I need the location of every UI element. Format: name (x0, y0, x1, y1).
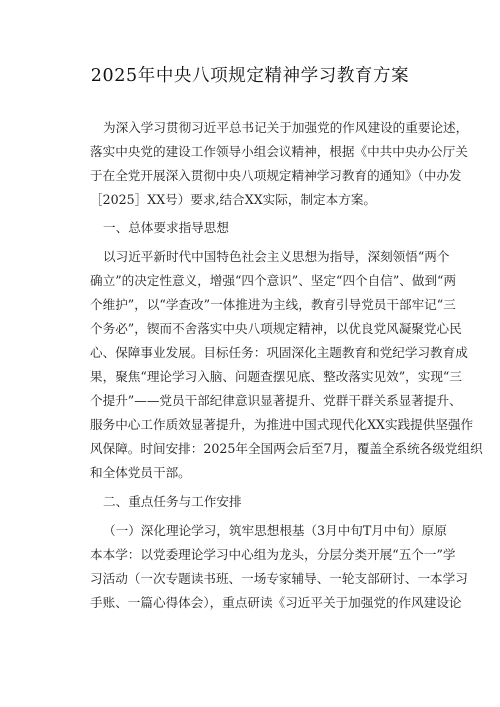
body-line: 确立”的决定性意义，增强“四个意识”、坚定“四个自信”、做到“两 (90, 273, 457, 288)
body-line: 风保障。时间安排：2025年全国两会后至7月，覆盖全系统各级党组织 (90, 441, 483, 456)
subsection-heading: （一）深化理论学习，筑牢思想根基（3月中旬T月中旬）原原 (103, 523, 447, 538)
body-line: 心、保障事业发展。目标任务：巩固深化主题教育和党纪学习教育成 (90, 345, 468, 360)
body-line: 个维护”，以“学查改”一体推进为主线，教育引导党员干部牢记“三 (90, 297, 456, 312)
body-line: 手账、一篇心得体会），重点研读《习近平关于加强党的作风建设论 (90, 595, 462, 610)
body-line: ［2025］XX号）要求,结合XX实际，制定本方案。 (90, 192, 377, 207)
body-line: 为深入学习贯彻习近平总书记关于加强党的作风建设的重要论述， (103, 120, 469, 135)
body-line: 于在全党开展深入贯彻中央八项规定精神学习教育的通知》（中办发 (90, 168, 462, 183)
body-line: 果，聚焦“理论学习入脑、问题查摆见底、整改落实见效”，实现“三 (90, 369, 462, 384)
body-line: 以习近平新时代中国特色社会主义思想为指导，深刻领悟“两个 (103, 249, 450, 264)
body-line: 本本学：以党委理论学习中心组为龙头，分层分类开展“五个一”学 (90, 547, 456, 562)
body-line: 服务中心工作质效显著提升，为推进中国式现代化XX实践提供坚强作 (90, 417, 474, 432)
body-line: 个务必”，锲而不舍落实中央八项规定精神，以优良党风凝聚党心民 (90, 321, 462, 336)
body-line: 习活动（一次专题读书班、一场专家辅导、一轮支部研讨、一本学习 (90, 571, 468, 586)
body-line: 落实中央党的建设工作领导小组会议精神，根据《中共中央办公厅关 (90, 144, 468, 159)
section-heading: 二、重点任务与工作安排 (103, 494, 242, 509)
body-line: 和全体党员干部。 (90, 465, 191, 480)
document-title: 2025年中央八项规定精神学习教育方案 (90, 66, 410, 86)
section-heading: 一、总体要求指导思想 (103, 220, 229, 235)
body-line: 个提升”——党员干部纪律意识显著提升、党群干群关系显著提升、 (90, 393, 462, 408)
